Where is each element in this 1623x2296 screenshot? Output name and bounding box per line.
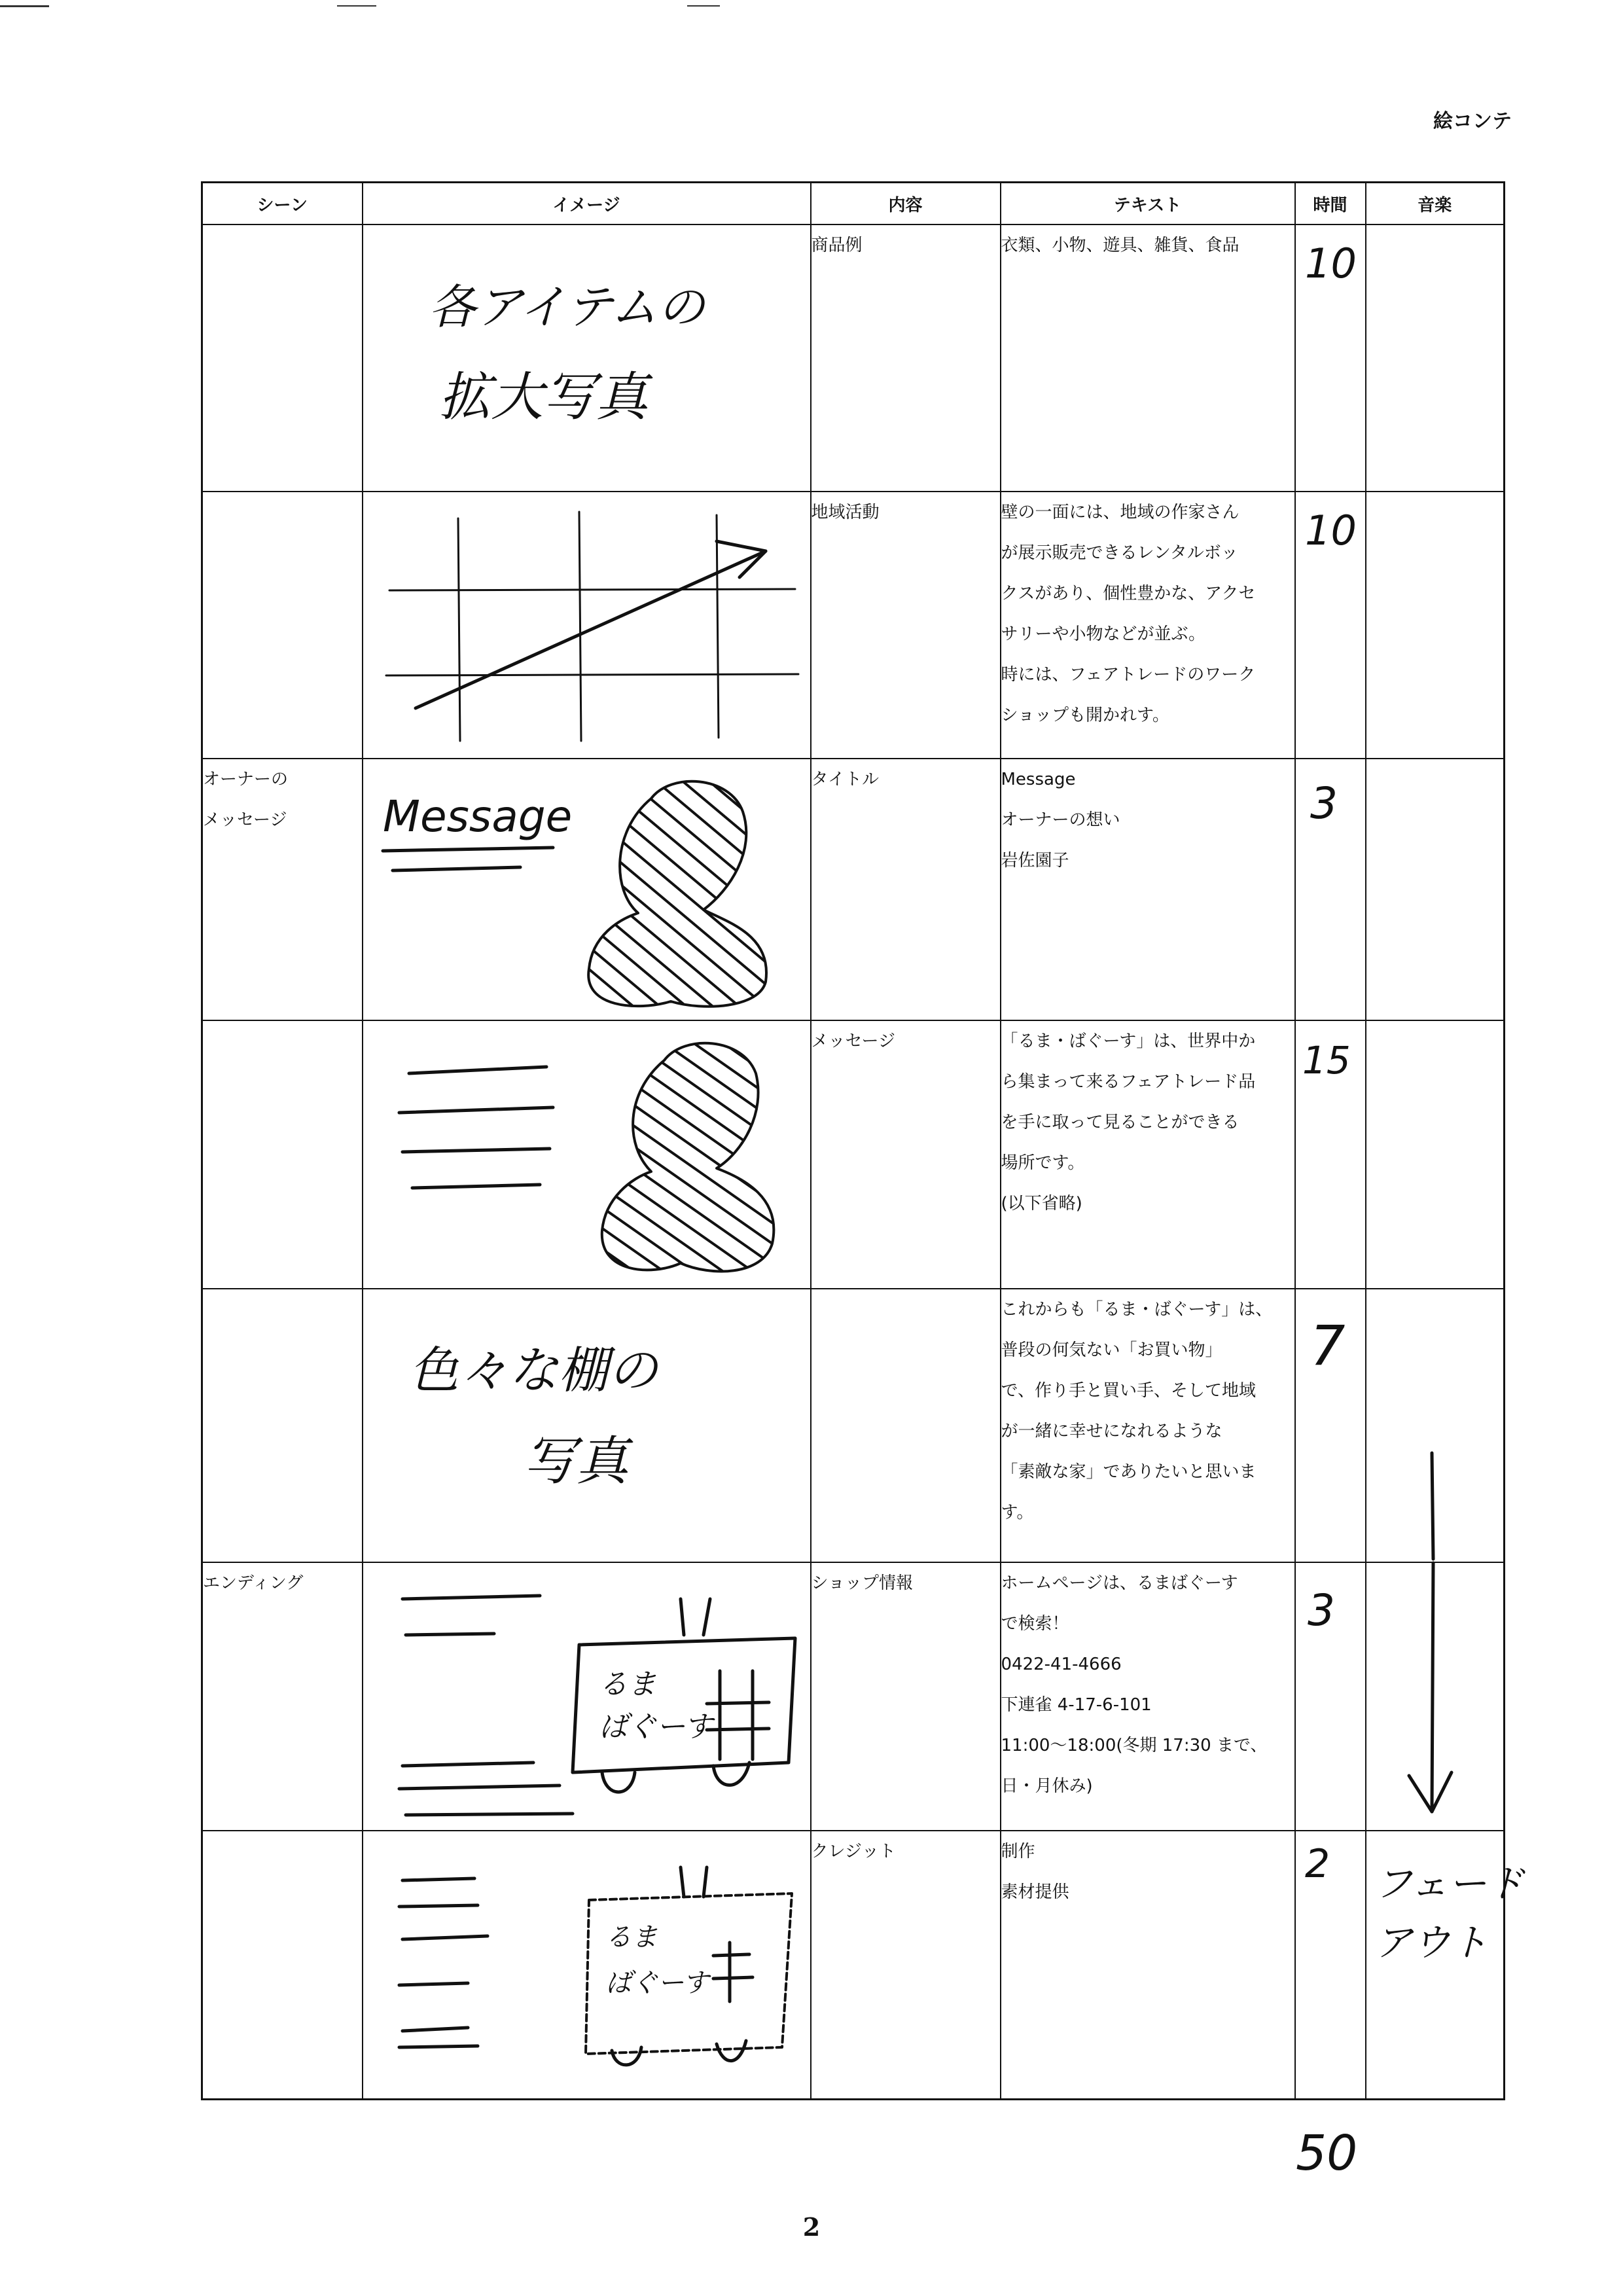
text-line: で検索！ xyxy=(1001,1614,1069,1634)
header-image: イメージ xyxy=(363,183,811,225)
content-cell xyxy=(811,1289,1001,1562)
time-value: 3 xyxy=(1310,778,1338,829)
trend-arrow-head xyxy=(717,541,766,577)
image-cell xyxy=(363,1289,811,1562)
time-cell xyxy=(1295,1562,1366,1831)
header-time: 時間 xyxy=(1295,183,1366,225)
content-label: 商品例 xyxy=(811,236,863,255)
text-line: 岩佐園子 xyxy=(1001,851,1069,870)
handwritten-music-note xyxy=(1366,1831,1524,2001)
content-cell xyxy=(811,1020,1001,1289)
content-cell xyxy=(811,759,1001,1020)
header-music: 音楽 xyxy=(1366,183,1505,225)
handwritten-time xyxy=(1296,1831,1366,1910)
content-label: ショップ情報 xyxy=(811,1573,913,1593)
text-line-stroke xyxy=(399,1067,553,1188)
scan-mark xyxy=(687,5,720,7)
text-cell xyxy=(1001,1562,1295,1831)
image-cell xyxy=(363,1020,811,1289)
text-cell xyxy=(1001,224,1295,492)
text-cell xyxy=(1001,759,1295,1020)
total-time-value: 50 xyxy=(1296,2125,1358,2181)
handwritten-time xyxy=(1296,225,1366,304)
text-line: 下連雀 4-17-6-101 xyxy=(1001,1695,1152,1715)
header-scene: シーン xyxy=(202,183,363,225)
image-cell xyxy=(363,224,811,492)
scene-cell xyxy=(202,1831,363,2099)
text-line: 場所です。 xyxy=(1001,1153,1085,1173)
scene-cell xyxy=(202,492,363,759)
text-line: ら集まって来るフェアトレード品 xyxy=(1001,1072,1256,1092)
text-line: クスがあり、個性豊かな、アクセ xyxy=(1001,584,1256,603)
text-line: す。 xyxy=(1001,1503,1034,1522)
page-number: 2 xyxy=(802,2212,821,2242)
content-cell xyxy=(811,1562,1001,1831)
underline-stroke xyxy=(383,848,553,870)
fade-arrow-top xyxy=(1366,1289,1505,1559)
storyboard-row xyxy=(202,1831,1505,2099)
scan-mark xyxy=(0,5,49,7)
sign-hanger xyxy=(681,1867,707,1897)
text-line: 普段の何気ない「お買い物」 xyxy=(1001,1340,1222,1360)
storyboard-table xyxy=(201,181,1524,2100)
text-line: 「るま・ばぐーす」は、世界中か xyxy=(1001,1031,1256,1051)
music-cell xyxy=(1366,1289,1505,1562)
text-line: が展示販売できるレンタルボッ xyxy=(1001,543,1238,563)
handwritten-note: 拡大写真 xyxy=(438,367,648,427)
trend-arrow-line xyxy=(416,551,766,708)
text-line-stroke xyxy=(399,1596,573,1815)
handwritten-note: 色々な棚の xyxy=(408,1341,658,1399)
scan-marks xyxy=(0,5,1623,8)
text-line: サリーや小物などが並ぶ。 xyxy=(1001,624,1206,644)
text-line: で、作り手と買い手、そして地域 xyxy=(1001,1381,1256,1401)
time-value: 2 xyxy=(1304,1841,1330,1887)
sign-text: ばぐーす xyxy=(605,1968,709,1998)
text-line: 日・月休み) xyxy=(1001,1776,1093,1796)
image-cell xyxy=(363,492,811,759)
content-label: タイトル xyxy=(811,770,879,789)
handwritten-note: 各アイテムの xyxy=(428,279,705,334)
text-line: 0422-41-4666 xyxy=(1001,1655,1122,1674)
text-cell xyxy=(1001,1020,1295,1289)
grid-line xyxy=(458,512,719,741)
text-cell xyxy=(1001,1289,1295,1562)
scene-label: メッセージ xyxy=(203,810,287,830)
sign-board xyxy=(573,1638,795,1772)
text-line: ホームページは、るまばぐーす xyxy=(1001,1573,1238,1593)
text-cell xyxy=(1001,492,1295,759)
content-cell xyxy=(811,1831,1001,2099)
image-cell xyxy=(363,759,811,1020)
scene-cell xyxy=(202,759,363,1020)
sketch-message-body xyxy=(363,1021,812,1285)
storyboard-row xyxy=(202,1289,1505,1562)
scene-cell xyxy=(202,1289,363,1562)
music-cell xyxy=(1366,1831,1524,2099)
text-line: 壁の一面には、地域の作家さん xyxy=(1001,503,1240,522)
handwritten-time xyxy=(1296,759,1366,838)
sketch-shop-sign xyxy=(363,1563,812,1827)
fade-arrow-bottom xyxy=(1366,1563,1505,1827)
music-note: フェード xyxy=(1374,1861,1524,1906)
storyboard-row xyxy=(202,492,1505,759)
text-line: 時には、フェアトレードのワーク xyxy=(1001,665,1256,685)
sketch-item-closeup xyxy=(363,225,812,488)
time-value: 10 xyxy=(1304,507,1357,554)
time-value: 15 xyxy=(1302,1038,1351,1083)
scene-cell xyxy=(202,1562,363,1831)
music-cell xyxy=(1366,1020,1505,1289)
document-label: 絵コンテ xyxy=(1433,110,1512,133)
text-line: Message xyxy=(1001,770,1076,789)
sign-grid xyxy=(707,1671,769,1759)
header-content: 内容 xyxy=(811,183,1001,225)
person-silhouette xyxy=(601,1043,774,1272)
handwritten-time xyxy=(1296,492,1366,571)
text-cell xyxy=(1001,1831,1295,2099)
sign-text: るま xyxy=(605,1922,658,1952)
text-line: 11:00〜18:00(冬期 17:30 まで、 xyxy=(1001,1736,1268,1755)
music-cell xyxy=(1366,759,1505,1020)
fade-arrow-line xyxy=(1432,1453,1433,1559)
text-line: が一緒に幸せになれるような xyxy=(1001,1422,1222,1441)
music-cell xyxy=(1366,492,1505,759)
content-cell xyxy=(811,492,1001,759)
time-cell xyxy=(1295,759,1366,1020)
fade-arrow-head xyxy=(1409,1772,1452,1812)
music-cell xyxy=(1366,224,1505,492)
content-cell xyxy=(811,224,1001,492)
text-line: (以下省略) xyxy=(1001,1194,1082,1213)
handwritten-time xyxy=(1296,1289,1366,1394)
text-line-stroke xyxy=(399,1878,488,2047)
handwritten-time xyxy=(1296,1563,1366,1641)
sketch-shelves-photo xyxy=(363,1289,812,1559)
storyboard-row xyxy=(202,1562,1505,1831)
scene-cell xyxy=(202,1020,363,1289)
text-line: 素材提供 xyxy=(1001,1882,1069,1902)
content-label: メッセージ xyxy=(811,1031,895,1051)
text-line: ショップも開かれす。 xyxy=(1001,706,1169,725)
scan-mark xyxy=(337,5,376,7)
sign-grid xyxy=(713,1943,753,2001)
sign-text: ばぐーす xyxy=(598,1710,713,1744)
scene-label: オーナーの xyxy=(203,770,289,789)
fade-arrow-line xyxy=(1432,1563,1433,1812)
text-line: を手に取って見ることができる xyxy=(1001,1113,1240,1132)
handwritten-total-time xyxy=(1289,2117,1394,2189)
time-cell xyxy=(1295,1289,1366,1562)
time-cell xyxy=(1295,1020,1366,1289)
text-line: オーナーの想い xyxy=(1001,810,1120,830)
header-row xyxy=(202,183,1505,225)
storyboard-row xyxy=(202,224,1505,492)
time-cell xyxy=(1295,1831,1366,2099)
text-line: これからも「るま・ばぐーす」は、 xyxy=(1001,1300,1273,1319)
content-label: クレジット xyxy=(811,1842,896,1861)
music-note: アウト xyxy=(1374,1920,1488,1965)
time-value: 3 xyxy=(1307,1585,1335,1636)
content-label: 地域活動 xyxy=(811,503,880,522)
text-line: 衣類、小物、遊具、雑貨、食品 xyxy=(1001,236,1240,255)
storyboard-row xyxy=(202,1020,1505,1289)
time-cell xyxy=(1295,492,1366,759)
sketch-message-title xyxy=(363,759,812,1017)
sign-hanger xyxy=(681,1599,710,1635)
text-line: 制作 xyxy=(1001,1842,1035,1861)
handwritten-note: Message xyxy=(382,791,572,842)
sketch-credits xyxy=(363,1831,812,2096)
header-text: テキスト xyxy=(1001,183,1295,225)
time-value: 10 xyxy=(1304,240,1357,287)
handwritten-time xyxy=(1296,1021,1366,1100)
music-cell xyxy=(1366,1562,1505,1831)
scene-cell xyxy=(202,224,363,492)
time-cell xyxy=(1295,224,1366,492)
sketch-grid-arrow xyxy=(363,492,812,755)
image-cell xyxy=(363,1562,811,1831)
handwritten-note: 写真 xyxy=(523,1431,628,1492)
image-cell xyxy=(363,1831,811,2099)
time-value: 7 xyxy=(1310,1314,1345,1378)
person-silhouette xyxy=(588,781,766,1007)
grid-line xyxy=(386,589,798,675)
storyboard-row xyxy=(202,759,1505,1020)
scene-label: エンディング xyxy=(203,1573,304,1593)
text-line: 「素敵な家」でありたいと思いま xyxy=(1001,1462,1257,1482)
sign-text: るま xyxy=(598,1668,656,1701)
